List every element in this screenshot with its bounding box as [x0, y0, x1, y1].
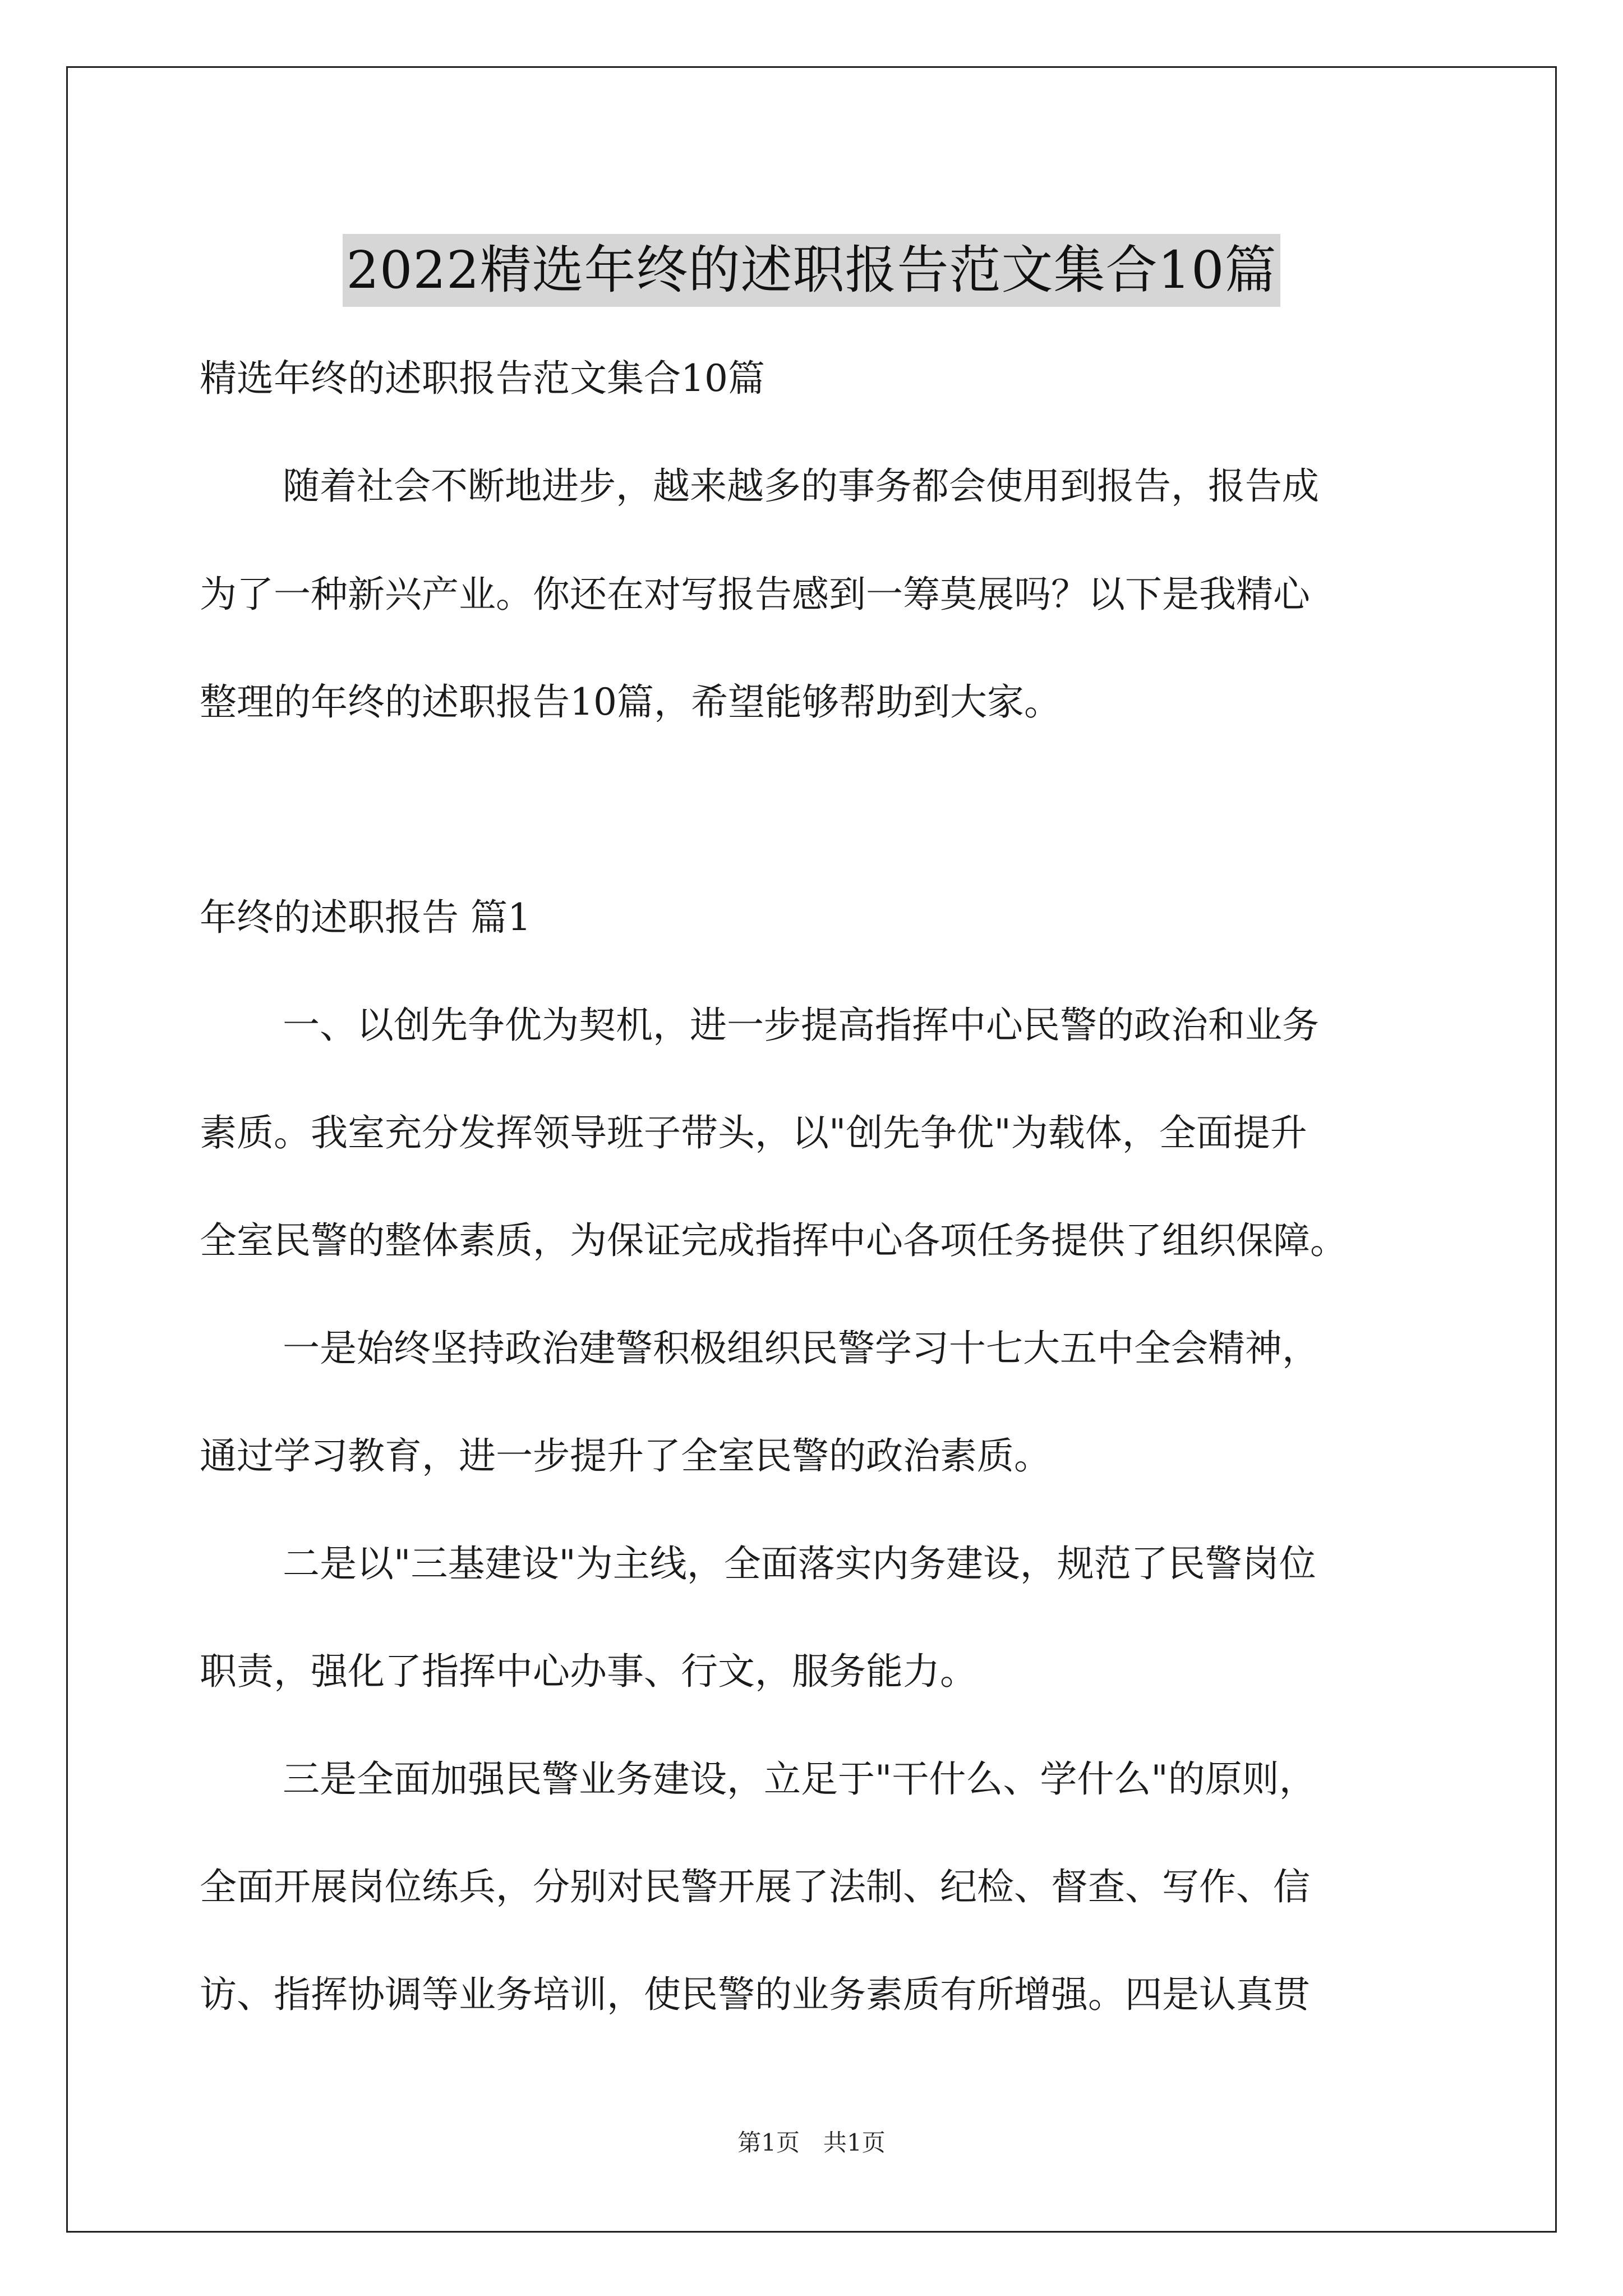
body-line-8: 三是全面加强民警业务建设，立足于"干什么、学什么"的原则， [283, 1757, 1316, 1801]
body-line-4: 一是始终坚持政治建警积极组织民警学习十七大五中全会精神， [283, 1327, 1319, 1370]
intro-line-3: 整理的年终的述职报告10篇，希望能够帮助到大家。 [200, 680, 1061, 724]
document-title: 2022精选年终的述职报告范文集合10篇 [343, 234, 1280, 307]
intro-line-2: 为了一种新兴产业。你还在对写报告感到一筹莫展吗？以下是我精心 [200, 573, 1310, 616]
title-container [0, 199, 1623, 341]
body-line-9: 全面开展岗位练兵，分别对民警开展了法制、纪检、督查、写作、信 [200, 1865, 1310, 1908]
body-line-10: 访、指挥协调等业务培训，使民警的业务素质有所增强。四是认真贯 [200, 1973, 1310, 2016]
body-line-3: 全室民警的整体素质，为保证完成指挥中心各项任务提供了组织保障。 [200, 1219, 1347, 1262]
body-line-7: 职责，强化了指挥中心办事、行文，服务能力。 [200, 1650, 977, 1693]
subtitle: 精选年终的述职报告范文集合10篇 [200, 357, 765, 400]
intro-line-1: 随着社会不断地进步，越来越多的事务都会使用到报告，报告成 [283, 464, 1319, 508]
section-heading: 年终的述职报告 篇1 [200, 896, 531, 939]
body-line-5: 通过学习教育，进一步提升了全室民警的政治素质。 [200, 1434, 1051, 1478]
body-line-6: 二是以"三基建设"为主线，全面落实内务建设，规范了民警岗位 [283, 1542, 1316, 1585]
body-line-1: 一、以创先争优为契机，进一步提高指挥中心民警的政治和业务 [283, 1004, 1319, 1047]
page-footer: 第1页 共1页 [737, 2129, 886, 2156]
body-line-2: 素质。我室充分发挥领导班子带头，以"创先争优"为载体，全面提升 [200, 1111, 1307, 1154]
